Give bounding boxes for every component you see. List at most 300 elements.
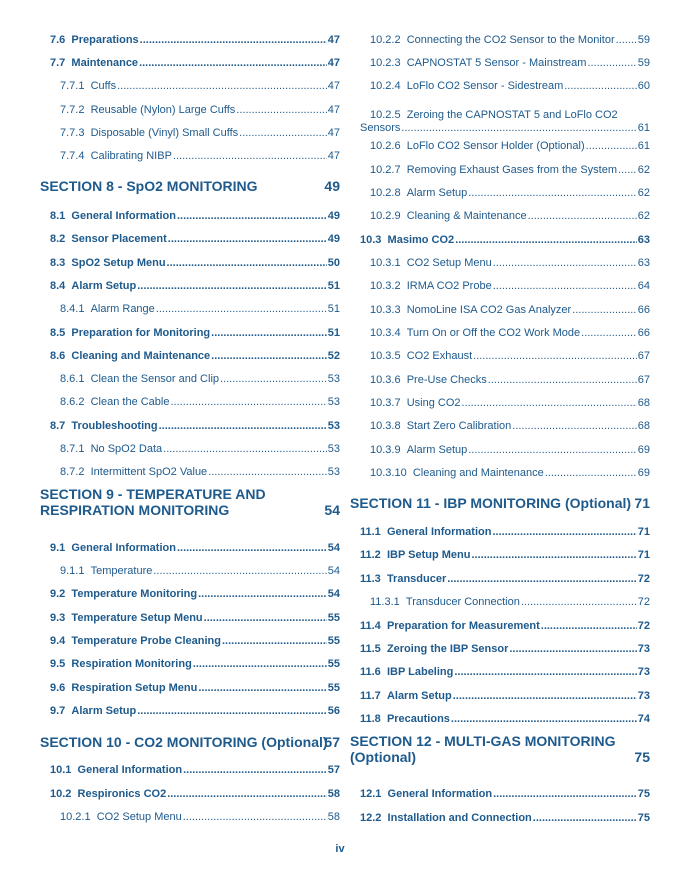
toc-entry[interactable] <box>60 565 340 577</box>
entry-page-number: 47 <box>327 104 340 116</box>
toc-entry[interactable] <box>60 150 340 162</box>
entry-label <box>370 420 511 432</box>
toc-entry[interactable] <box>360 526 650 538</box>
entry-title: Sensor Placement <box>71 233 167 245</box>
toc-entry[interactable] <box>360 690 650 702</box>
entry-page-number: 59 <box>637 34 650 46</box>
entry-number: 10.2.9 <box>370 210 401 222</box>
entry-label <box>370 80 563 92</box>
entry-title: Precautions <box>386 713 450 725</box>
toc-entry[interactable] <box>60 80 340 92</box>
toc-entry[interactable] <box>60 396 340 408</box>
entry-number: 9.5 <box>50 658 66 670</box>
toc-entry[interactable] <box>360 812 650 824</box>
entry-page-number: 67 <box>637 350 650 362</box>
entry-page-number: 74 <box>637 713 650 725</box>
entry-number: 10.2.2 <box>370 34 401 46</box>
entry-label <box>360 549 470 561</box>
toc-entry[interactable] <box>370 374 650 386</box>
entry-page-number: 58 <box>327 788 340 800</box>
entry-page-number: 67 <box>637 374 650 386</box>
entry-label <box>60 443 162 455</box>
entry-title: General Information <box>387 788 493 800</box>
entry-title: SpO2 Setup Menu <box>71 257 166 269</box>
entry-title: CAPNOSTAT 5 Sensor - Mainstream <box>406 57 587 69</box>
entry-number: 10.3.6 <box>370 374 401 386</box>
dot-leader <box>447 573 637 585</box>
entry-number: 10.3.1 <box>370 257 401 269</box>
entry-page-number: 53 <box>327 420 340 432</box>
toc-entry[interactable] <box>370 444 650 456</box>
toc-entry[interactable] <box>50 210 340 222</box>
toc-entry[interactable] <box>50 57 340 69</box>
toc-entry[interactable] <box>370 34 650 46</box>
entry-number: 8.3 <box>50 257 66 269</box>
entry-number: 10.2.1 <box>60 811 91 823</box>
entry-title: Alarm Setup <box>71 705 137 717</box>
toc-entry[interactable] <box>370 164 650 176</box>
dot-leader <box>468 187 637 199</box>
dot-leader <box>153 565 326 577</box>
toc-entry[interactable] <box>370 280 650 292</box>
dot-leader <box>236 104 326 116</box>
entry-page-number: 71 <box>637 549 650 561</box>
entry-page-number: 73 <box>637 666 650 678</box>
toc-entry[interactable] <box>360 109 650 135</box>
entry-label <box>370 140 585 152</box>
dot-leader <box>140 34 327 46</box>
entry-title-line <box>360 122 650 135</box>
entry-title: IRMA CO2 Probe <box>406 280 492 292</box>
section-page-number: 49 <box>324 178 340 194</box>
entry-number: 8.6 <box>50 350 66 362</box>
entry-label <box>370 187 467 199</box>
dot-leader <box>168 233 327 245</box>
entry-page-number: 66 <box>637 304 650 316</box>
entry-number: 8.2 <box>50 233 66 245</box>
entry-title: Troubleshooting <box>71 420 158 432</box>
entry-page-number: 49 <box>327 210 340 222</box>
entry-number: 8.6.2 <box>60 396 85 408</box>
section-page-number: 75 <box>634 749 650 765</box>
entry-title: Reusable (Nylon) Large Cuffs <box>90 104 236 116</box>
entry-label <box>60 303 155 315</box>
entry-title: Clean the Sensor and Clip <box>90 373 220 385</box>
dot-leader <box>493 257 637 269</box>
entry-page-number: 51 <box>327 303 340 315</box>
entry-label <box>50 764 182 776</box>
entry-label <box>60 396 169 408</box>
entry-number: 9.4 <box>50 635 66 647</box>
entry-page-number: 55 <box>327 658 340 670</box>
dot-leader <box>117 80 327 92</box>
entry-number: 10.2.6 <box>370 140 401 152</box>
dot-leader <box>528 210 637 222</box>
entry-title: Installation and Connection <box>387 812 532 824</box>
toc-entry[interactable] <box>370 467 650 479</box>
section-heading[interactable] <box>350 733 650 765</box>
entry-label <box>60 466 207 478</box>
entry-title: LoFlo CO2 Sensor - Sidestream <box>406 80 564 92</box>
dot-leader <box>471 549 636 561</box>
entry-number: 10.3.2 <box>370 280 401 292</box>
entry-label <box>360 788 492 800</box>
entry-label <box>370 210 527 222</box>
entry-title: Cleaning & Maintenance <box>406 210 527 222</box>
toc-entry[interactable] <box>60 127 340 139</box>
toc-entry[interactable] <box>60 104 340 116</box>
entry-page-number: 54 <box>327 588 340 600</box>
entry-title: No SpO2 Data <box>90 443 163 455</box>
toc-entry[interactable] <box>50 788 340 800</box>
entry-title: Calibrating NIBP <box>90 150 172 162</box>
toc-entry[interactable] <box>370 140 650 152</box>
dot-leader <box>564 80 637 92</box>
toc-entry[interactable] <box>50 350 340 362</box>
entry-title: Turn On or Off the CO2 Work Mode <box>406 327 581 339</box>
entry-page-number: 62 <box>637 187 650 199</box>
section-page-number: 57 <box>324 734 340 750</box>
toc-entry[interactable] <box>360 666 650 678</box>
entry-number: 7.6 <box>50 34 66 46</box>
entry-number: 9.1 <box>50 542 66 554</box>
entry-number: 10.2.7 <box>370 164 401 176</box>
entry-title: CO2 Setup Menu <box>96 811 182 823</box>
dot-leader <box>177 542 327 554</box>
dot-leader <box>163 443 327 455</box>
entry-number: 9.1.1 <box>60 565 85 577</box>
entry-title: Temperature Probe Cleaning <box>71 635 221 647</box>
entry-title: Alarm Setup <box>406 444 468 456</box>
toc-entry[interactable] <box>370 210 650 222</box>
entry-number: 8.4 <box>50 280 66 292</box>
toc-entry[interactable] <box>50 635 340 647</box>
entry-title: CO2 Setup Menu <box>406 257 492 269</box>
toc-entry[interactable] <box>60 811 340 823</box>
entry-label <box>370 327 580 339</box>
entry-page-number: 62 <box>637 210 650 222</box>
entry-number: 11.6 <box>360 666 381 678</box>
entry-title: Transducer <box>386 573 447 585</box>
entry-title: Clean the Cable <box>90 396 170 408</box>
entry-title: Maintenance <box>71 57 139 69</box>
entry-label <box>370 57 586 69</box>
entry-label <box>60 80 116 92</box>
section-heading[interactable] <box>40 486 340 518</box>
dot-leader <box>211 350 327 362</box>
entry-title: Cleaning and Maintenance <box>412 467 544 479</box>
entry-page-number: 59 <box>637 57 650 69</box>
dot-leader <box>453 690 637 702</box>
entry-title: Transducer Connection <box>405 596 520 608</box>
entry-number: 10.3.3 <box>370 304 401 316</box>
entry-label <box>50 635 221 647</box>
dot-leader <box>239 127 327 139</box>
entry-number: 8.7 <box>50 420 66 432</box>
dot-leader <box>512 420 636 432</box>
entry-number: 11.3 <box>360 573 381 585</box>
entry-number: 11.5 <box>360 643 381 655</box>
entry-number: 11.7 <box>360 690 381 702</box>
entry-number: 9.7 <box>50 705 66 717</box>
dot-leader <box>401 122 636 135</box>
entry-title: Intermittent SpO2 Value <box>90 466 208 478</box>
entry-number: 10.1 <box>50 764 72 776</box>
toc-entry[interactable] <box>50 233 340 245</box>
entry-title: Respiration Setup Menu <box>71 682 198 694</box>
entry-label <box>50 588 197 600</box>
entry-label <box>370 467 544 479</box>
toc-entry[interactable] <box>60 303 340 315</box>
toc-entry[interactable] <box>50 420 340 432</box>
entry-title: Preparation for Measurement <box>386 620 540 632</box>
entry-number: 10.2.8 <box>370 187 401 199</box>
toc-entry[interactable] <box>360 643 650 655</box>
dot-leader <box>204 612 327 624</box>
entry-title: Alarm Setup <box>406 187 468 199</box>
toc-entry[interactable] <box>50 327 340 339</box>
entry-page-number: 68 <box>637 420 650 432</box>
entry-number: 10.3.4 <box>370 327 401 339</box>
entry-title-line <box>370 109 650 122</box>
entry-page-number: 54 <box>327 565 340 577</box>
entry-title: Removing Exhaust Gases from the System <box>406 164 618 176</box>
toc-entry[interactable] <box>360 549 650 561</box>
toc-entry[interactable] <box>370 596 650 608</box>
entry-title: Alarm Setup <box>71 280 137 292</box>
entry-number: 8.6.1 <box>60 373 85 385</box>
entry-title: General Information <box>77 764 183 776</box>
entry-label <box>370 350 472 362</box>
entry-page-number: 47 <box>327 127 340 139</box>
entry-label <box>50 682 197 694</box>
entry-page-number: 57 <box>327 764 340 776</box>
entry-label <box>50 210 176 222</box>
entry-page-number: 72 <box>637 573 650 585</box>
entry-page-number: 55 <box>327 682 340 694</box>
entry-page-number: 75 <box>637 788 650 800</box>
dot-leader <box>509 643 636 655</box>
entry-title: Disposable (Vinyl) Small Cuffs <box>90 127 239 139</box>
toc-entry[interactable] <box>370 80 650 92</box>
entry-number: 7.7.2 <box>60 104 85 116</box>
section-title-line: SECTION 8 - SpO2 MONITORING <box>40 178 258 194</box>
entry-number: 11.4 <box>360 620 381 632</box>
dot-leader <box>198 588 327 600</box>
dot-leader <box>170 396 326 408</box>
entry-title: Start Zero Calibration <box>406 420 512 432</box>
entry-page-number: 66 <box>637 327 650 339</box>
toc-entry[interactable] <box>50 764 340 776</box>
toc-entry[interactable] <box>370 397 650 409</box>
toc-entry[interactable] <box>360 573 650 585</box>
entry-page-number: 54 <box>327 542 340 554</box>
section-heading[interactable] <box>350 495 650 511</box>
entry-label <box>60 811 182 823</box>
entry-number: 8.7.1 <box>60 443 85 455</box>
entry-title: General Information <box>71 210 176 222</box>
entry-page-number: 47 <box>327 80 340 92</box>
toc-entry[interactable] <box>360 713 650 725</box>
entry-number: 8.1 <box>50 210 66 222</box>
toc-entry[interactable] <box>370 57 650 69</box>
entry-page-number: 53 <box>327 443 340 455</box>
entry-label <box>50 34 139 46</box>
dot-leader <box>183 764 327 776</box>
entry-page-number: 69 <box>637 444 650 456</box>
dot-leader <box>222 635 327 647</box>
entry-label <box>370 444 467 456</box>
dot-leader <box>159 420 327 432</box>
entry-page-number: 69 <box>637 467 650 479</box>
toc-entry[interactable] <box>50 658 340 670</box>
section-heading[interactable] <box>40 178 340 194</box>
entry-label <box>50 257 166 269</box>
dot-leader <box>586 140 637 152</box>
toc-entry[interactable] <box>370 420 650 432</box>
entry-page-number: 52 <box>327 350 340 362</box>
entry-title: Connecting the CO2 Sensor to the Monitor <box>406 34 615 46</box>
entry-label <box>50 280 136 292</box>
entry-label <box>60 150 172 162</box>
toc-entry[interactable] <box>50 705 340 717</box>
dot-leader <box>492 526 636 538</box>
entry-title: Temperature Monitoring <box>71 588 198 600</box>
entry-number: 9.6 <box>50 682 66 694</box>
dot-leader <box>173 150 327 162</box>
entry-title: Preparation for Monitoring <box>71 327 211 339</box>
toc-entry[interactable] <box>370 327 650 339</box>
entry-label <box>370 596 520 608</box>
entry-label <box>360 643 508 655</box>
entry-page-number: 47 <box>327 57 340 69</box>
entry-number: 10.3.9 <box>370 444 401 456</box>
entry-label <box>50 233 167 245</box>
dot-leader <box>616 34 637 46</box>
entry-page-number: 47 <box>327 34 340 46</box>
entry-page-number: 64 <box>637 280 650 292</box>
dot-leader <box>167 257 327 269</box>
entry-title: Preparations <box>71 34 139 46</box>
dot-leader <box>533 812 637 824</box>
entry-label <box>50 788 166 800</box>
toc-entry[interactable] <box>370 304 650 316</box>
entry-number: 10.2.5 <box>370 109 401 121</box>
toc-entry[interactable] <box>370 257 650 269</box>
toc-entry[interactable] <box>360 788 650 800</box>
toc-entry[interactable] <box>50 682 340 694</box>
entry-label <box>60 127 238 139</box>
entry-number: 10.3.8 <box>370 420 401 432</box>
entry-label <box>50 542 176 554</box>
dot-leader <box>488 374 637 386</box>
entry-title: LoFlo CO2 Sensor Holder (Optional) <box>406 140 585 152</box>
entry-page-number: 47 <box>327 150 340 162</box>
toc-entry[interactable] <box>60 443 340 455</box>
entry-number: 11.3.1 <box>370 596 400 608</box>
entry-title: Pre-Use Checks <box>406 374 487 386</box>
entry-number: 7.7.1 <box>60 80 85 92</box>
dot-leader <box>545 467 637 479</box>
toc-entry[interactable] <box>370 187 650 199</box>
entry-label <box>370 374 487 386</box>
entry-page-number: 72 <box>637 620 650 632</box>
dot-leader <box>451 713 637 725</box>
entry-page-number: 62 <box>637 164 650 176</box>
section-heading[interactable] <box>40 734 340 750</box>
toc-entry[interactable] <box>50 34 340 46</box>
section-title-line: SECTION 12 - MULTI-GAS MONITORING <box>350 733 616 749</box>
entry-label <box>360 690 452 702</box>
entry-title: Zeroing the CAPNOSTAT 5 and LoFlo CO2 <box>406 109 618 121</box>
entry-label <box>370 34 615 46</box>
section-title-line: RESPIRATION MONITORING <box>40 502 230 518</box>
entry-page-number: 73 <box>637 643 650 655</box>
entry-number: 8.4.1 <box>60 303 85 315</box>
entry-title: NomoLine ISA CO2 Gas Analyzer <box>406 304 572 316</box>
entry-page-number: 55 <box>327 612 340 624</box>
toc-entry[interactable] <box>50 542 340 554</box>
entry-page-number: 61 <box>637 122 650 134</box>
dot-leader <box>167 788 327 800</box>
entry-title: Cuffs <box>90 80 117 92</box>
toc-entry[interactable] <box>50 257 340 269</box>
entry-page-number: 55 <box>327 635 340 647</box>
entry-page-number: 53 <box>327 373 340 385</box>
toc-entry[interactable] <box>50 612 340 624</box>
entry-label <box>60 373 219 385</box>
entry-title: General Information <box>386 526 492 538</box>
toc-entry[interactable] <box>50 588 340 600</box>
entry-number: 10.3.10 <box>370 467 407 479</box>
entry-title: Alarm Range <box>90 303 155 315</box>
section-page-number: 54 <box>324 502 340 518</box>
entry-label <box>60 565 152 577</box>
entry-label <box>360 573 446 585</box>
entry-number: 10.2.4 <box>370 80 401 92</box>
section-title-line: (Optional) <box>350 749 417 765</box>
entry-label <box>50 705 136 717</box>
dot-leader <box>541 620 637 632</box>
entry-label <box>360 713 450 725</box>
entry-title: General Information <box>71 542 176 554</box>
entry-number: 11.1 <box>360 526 381 538</box>
dot-leader <box>454 666 636 678</box>
entry-label <box>50 658 192 670</box>
entry-number: 8.5 <box>50 327 66 339</box>
entry-page-number: 63 <box>637 257 650 269</box>
toc-entry[interactable] <box>360 234 650 246</box>
entry-number: 10.2 <box>50 788 72 800</box>
entry-page-number: 73 <box>637 690 650 702</box>
entry-label <box>370 397 461 409</box>
dot-leader <box>177 210 327 222</box>
toc-entry[interactable] <box>50 280 340 292</box>
entry-title: IBP Setup Menu <box>386 549 471 561</box>
dot-leader <box>493 280 637 292</box>
entry-number: 12.1 <box>360 788 382 800</box>
toc-entry[interactable] <box>60 373 340 385</box>
entry-page-number: 51 <box>327 280 340 292</box>
toc-entry[interactable] <box>60 466 340 478</box>
entry-page-number: 51 <box>327 327 340 339</box>
entry-number: 12.2 <box>360 812 382 824</box>
entry-page-number: 58 <box>327 811 340 823</box>
toc-entry[interactable] <box>370 350 650 362</box>
toc-entry[interactable] <box>360 620 650 632</box>
dot-leader <box>462 397 637 409</box>
entry-page-number: 68 <box>637 397 650 409</box>
